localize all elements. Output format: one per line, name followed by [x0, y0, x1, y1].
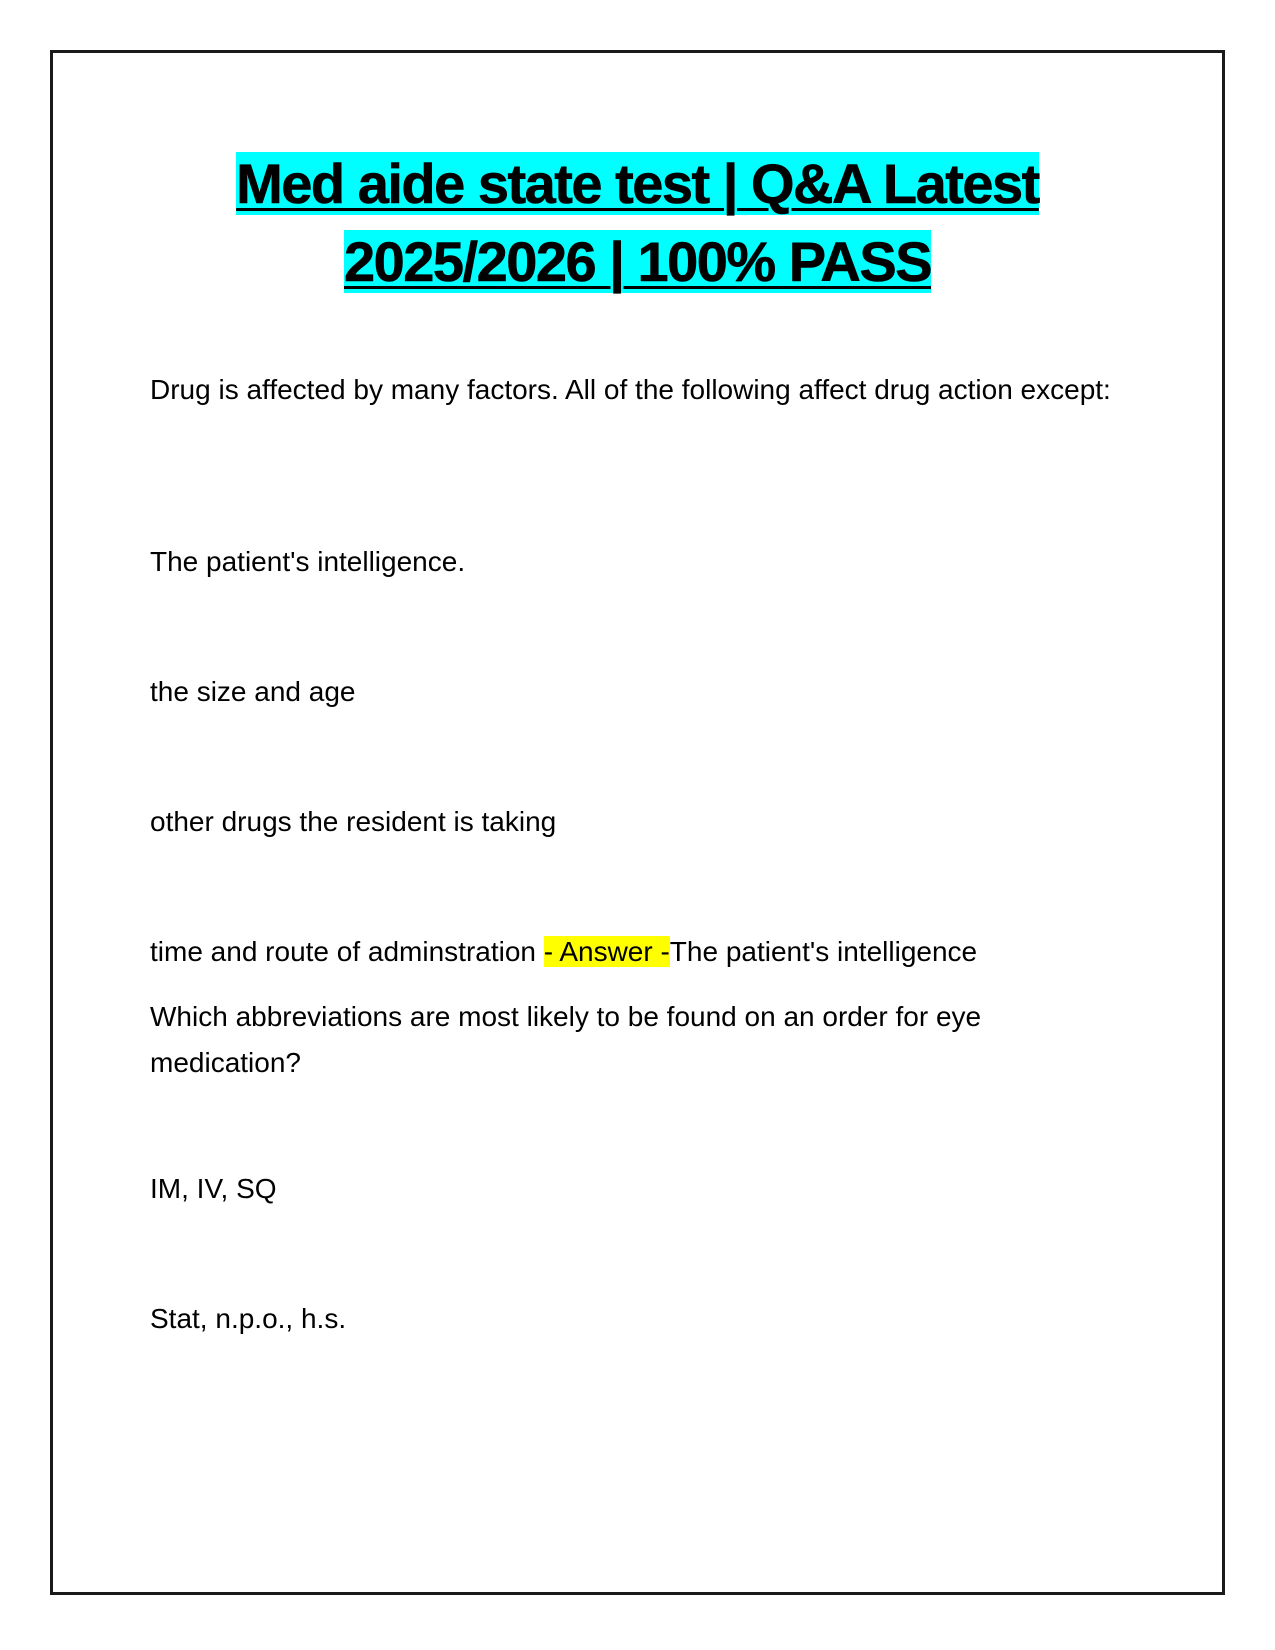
question-1-prompt: Drug is affected by many factors. All of the following affect drug action except: [150, 374, 1111, 405]
question-2-prompt: Which abbreviations are most likely to be found on an order for eye medication? [150, 1001, 982, 1078]
question-1-option-3: other drugs the resident is taking [150, 806, 557, 837]
question-1-option-1: The patient's intelligence. [150, 546, 466, 577]
question-1-option-2: the size and age [150, 676, 356, 707]
answer-marker: - Answer - [543, 936, 670, 967]
question-1-option-4: time and route of adminstration [150, 936, 544, 967]
title-line-1: Med aide state test | Q&A Latest [236, 152, 1039, 215]
question-2-option-2: Stat, n.p.o., h.s. [150, 1303, 347, 1334]
answer-text: The patient's intelligence [669, 936, 978, 967]
title-line-2: 2025/2026 | 100% PASS [343, 230, 932, 293]
question-1-option-4-with-answer [150, 929, 1125, 975]
document-title [53, 145, 1222, 301]
question-2-option-1: IM, IV, SQ [150, 1173, 277, 1204]
